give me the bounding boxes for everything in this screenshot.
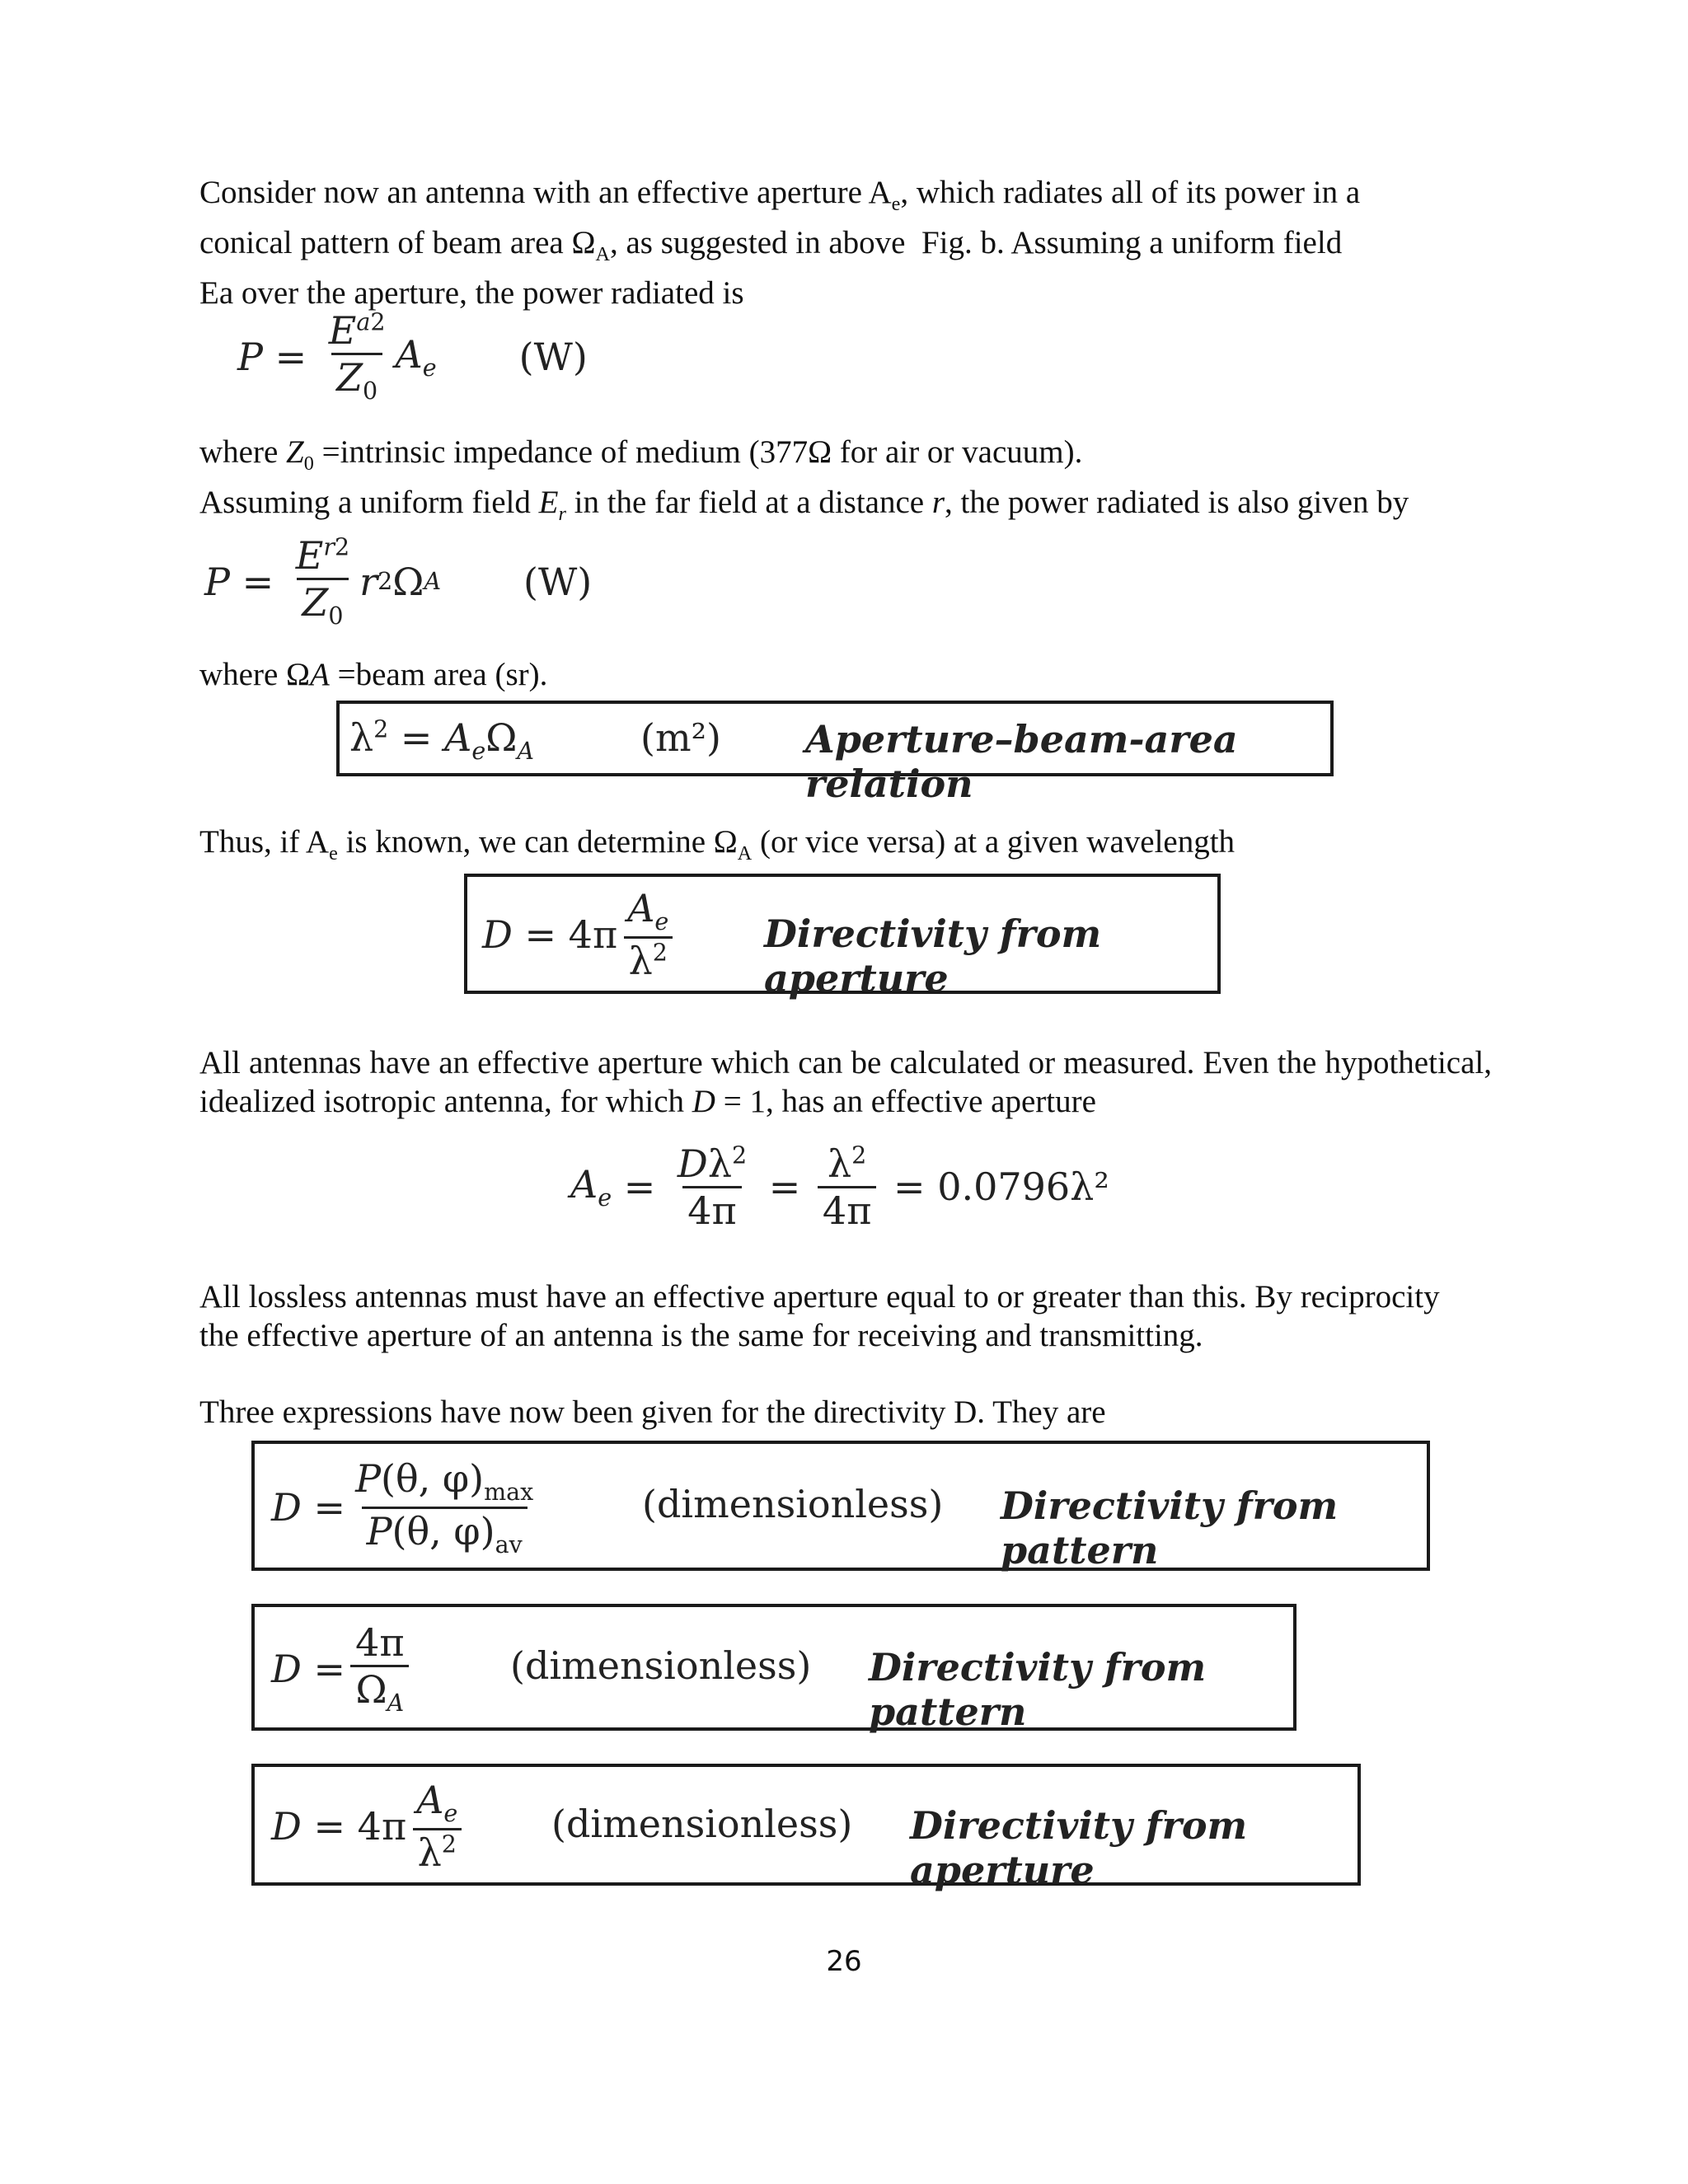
directivity-pattern-formula-2: D = $\frac{4\pi}{\Omega_A}$	[271, 1614, 415, 1724]
directivity-pattern-label-2: Directivity from pattern	[869, 1645, 1207, 1734]
thus-paragraph	[199, 823, 1518, 873]
power-far-field-unit: (W)	[523, 559, 593, 604]
isotropic-value: = 0.0796λ²	[893, 1165, 1109, 1209]
aperture-beam-unit: (m²)	[640, 715, 721, 760]
aperture-beam-label: Aperture–beam-area relation	[805, 717, 1238, 806]
page-number: 26	[826, 1945, 862, 1978]
intro-paragraph	[199, 173, 1444, 312]
where-z0-paragraph	[199, 433, 1518, 533]
directivity-aperture-formula-2: D = 4π $\frac{A_e}{\lambda^2}$	[271, 1774, 467, 1879]
directivity-pattern-unit-2: (dimensionless)	[510, 1643, 812, 1688]
three-expressions-paragraph	[199, 1393, 1502, 1432]
directivity-aperture-box-2	[251, 1764, 1361, 1892]
power-far-field-equation: P = $\frac{E^{r2}}{Z_0}$ r 2 Ω A (W)	[204, 532, 593, 630]
directivity-pattern-unit-1: (dimensionless)	[642, 1482, 944, 1526]
intro-text: Consider now an antenna with an effective aperture $A_e$, which radiates all of its power in a conical pattern of beam area $\Omega_A$, as suggested in above Fig. b. Assuming a uniform field Ea over the aperture, the power radiated is	[199, 175, 1361, 311]
directivity-aperture-formula-1: D = 4π $\frac{A_e}{\lambda^2}$	[482, 885, 678, 984]
directivity-pattern-box-1	[251, 1441, 1430, 1571]
assuming-er-text: Assuming a uniform field $E_r$ in the far field at a distance r, the power radiated is also given by	[199, 484, 1409, 525]
all-antennas-paragraph	[199, 1043, 1492, 1121]
where-omega-paragraph	[199, 655, 1024, 694]
directivity-aperture-unit-2: (dimensionless)	[551, 1802, 853, 1846]
directivity-pattern-formula-1: D = $\frac{P(\theta, \varphi)_{max}}{P(\theta, \varphi)_{av}}$	[271, 1456, 534, 1558]
directivity-aperture-label-2: Directivity from aperture	[910, 1803, 1248, 1892]
directivity-aperture-label-1: Directivity from aperture	[764, 912, 1102, 1001]
directivity-pattern-box-2	[251, 1604, 1296, 1734]
aperture-beam-formula: $\lambda^2 = A_e\Omega_A$	[349, 715, 534, 766]
where-omega-text: where ΩA =beam area (sr).	[199, 657, 548, 692]
all-antennas-text: All antennas have an effective aperture which can be calculated or measured. Even the hypothetical, idealized isotropic antenna, for which D = 1, has an effective aperture	[199, 1045, 1492, 1119]
where-z0-text: where $Z_0$ =intrinsic impedance of medium (377Ω for air or vacuum).	[199, 434, 1083, 475]
power-aperture-unit: (W)	[518, 335, 588, 379]
power-aperture-equation: P = $\frac{E^{a2}}{Z_0}$ $A_e$ (W)	[237, 308, 588, 405]
lossless-text: All lossless antennas must have an effective aperture equal to or greater than this. By reciprocity the effective aperture of an antenna is the same for receiving and transmitting.	[199, 1279, 1440, 1353]
lossless-paragraph	[199, 1277, 1502, 1355]
isotropic-aperture-equation: $A_e$ = $\frac{D\lambda^2}{4\pi}$ = $\frac{\lambda^2}{4\pi}$ = 0.0796λ²	[570, 1141, 1109, 1233]
aperture-beam-area-box	[336, 701, 1334, 806]
directivity-aperture-box-1	[464, 874, 1221, 1001]
three-expressions-text: Three expressions have now been given for the directivity D. They are	[199, 1394, 1106, 1430]
directivity-pattern-label-1: Directivity from pattern	[1001, 1483, 1339, 1572]
thus-text: Thus, if $A_e$ is known, we can determine $\Omega_A$ (or vice versa) at a given wavelength	[199, 824, 1236, 865]
